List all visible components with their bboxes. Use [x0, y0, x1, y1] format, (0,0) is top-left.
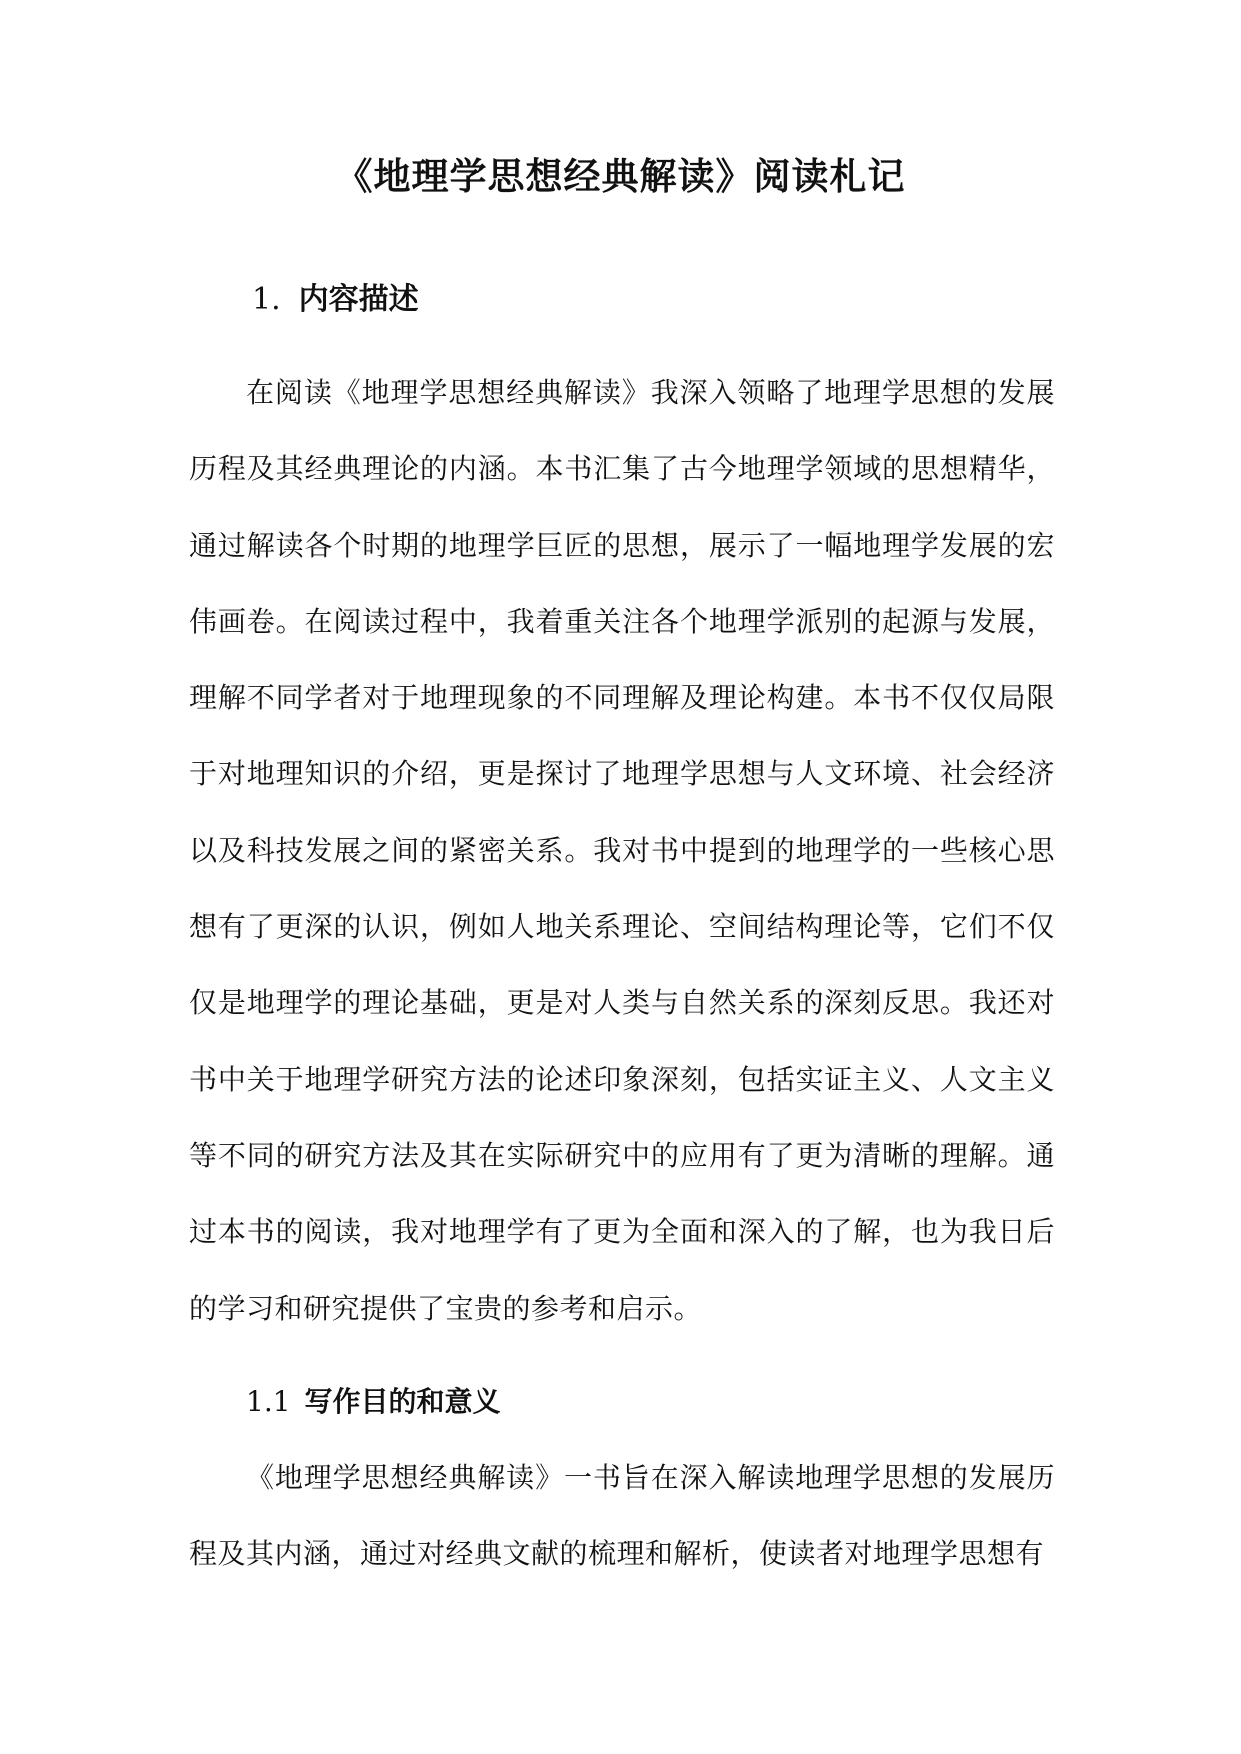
subsection-heading-1-1 — [246, 1380, 501, 1424]
section-title: 内容描述 — [298, 282, 419, 317]
section-heading-1 — [252, 278, 419, 322]
subsection-number: 1.1 — [246, 1385, 291, 1418]
section-number: 1. — [252, 282, 281, 317]
subsection-title: 写作目的和意义 — [304, 1385, 501, 1418]
subsection-1-1-paragraph: 《地理学思想经典解读》一书旨在深入解读地理学思想的发展历程及其内涵，通过对经典文献的梳理和解析，使读者对地理学思想有 — [189, 1461, 1055, 1571]
document-title: 《地理学思想经典解读》阅读札记 — [335, 154, 906, 198]
section-1-paragraph: 在阅读《地理学思想经典解读》我深入领略了地理学思想的发展历程及其经典理论的内涵。本书汇集了古今地理学领域的思想精华，通过解读各个时期的地理学巨匠的思想，展示了一幅地理学发展的宏伟画卷。在阅读过程中，我着重关注各个地理学派别的起源与发展，理解不同学者对于地理现象的不同理解及理论构建。本书不仅仅局限于对地理知识的介绍，更是探讨了地理学思想与人文环境、社会经济以及科技发展之间的紧密关系。我对书中提到的地理学的一些核心思想有了更深的认识，例如人地关系理论、空间结构理论等，它们不仅仅是地理学的理论基础，更是对人类与自然关系的深刻反思。我还对书中关于地理学研究方法的论述印象深刻，包括实证主义、人文主义等不同的研究方法及其在实际研究中的应用有了更为清晰的理解。通过本书的阅读，我对地理学有了更为全面和深入的了解，也为我日后的学习和研究提供了宝贵的参考和启示。 — [189, 376, 1055, 1325]
